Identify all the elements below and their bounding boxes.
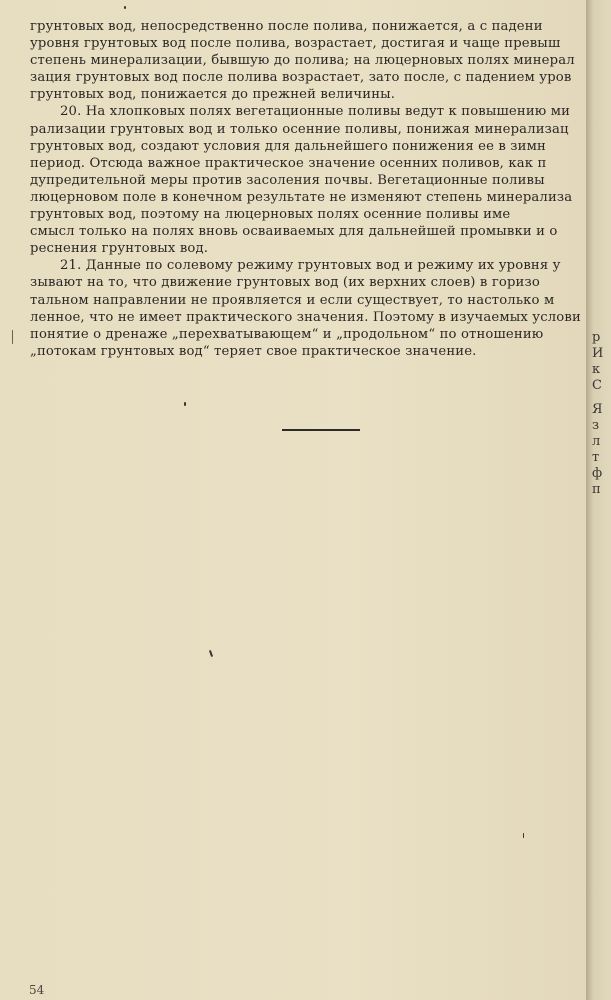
adjacent-letter: к (592, 362, 601, 377)
section-separator (282, 429, 360, 431)
text-line: грунтовых вод, поэтому на люцерновых полях осенние поливы име (30, 207, 511, 223)
ink-speck (523, 833, 524, 838)
text-line: период. Отсюда важное практическое значение осенних поливов, как п (30, 155, 547, 171)
text-line: степень минерализации, бывшую до полива; на люцерновых полях минерал (30, 53, 575, 69)
text-line: тальном направлении не проявляется и если существует, то настолько м (30, 292, 555, 308)
paragraph-21-start: 21. Данные по солевому режиму грунтовых вод и режиму их уровня у (60, 258, 561, 274)
text-line: понятие о дренаже „перехватывающем“ и „продольном“ по отношению (30, 326, 544, 342)
text-line: зация грунтовых вод после полива возрастает, зато после, с падением уров (30, 70, 572, 86)
adjacent-letter: С (592, 378, 602, 393)
page-number: 54 (29, 983, 45, 997)
text-line: грунтовых вод, непосредственно после полива, понижается, а с падени (30, 19, 543, 34)
adjacent-letter: И (592, 346, 604, 361)
ink-speck (209, 650, 213, 657)
paragraph-20-start: 20. На хлопковых полях вегетационные поливы ведут к повышению ми (60, 104, 571, 120)
text-line: зывают на то, что движение грунтовых вод (их верхних слоев) в горизо (30, 275, 540, 291)
text-line: смысл только на полях вновь осваиваемых для дальнейшей промывки и о (30, 224, 558, 240)
text-line: реснения грунтовых вод. (30, 241, 209, 257)
text-line: грунтовых вод, понижается до прежней величины. (30, 87, 396, 103)
adjacent-letter: з (592, 418, 600, 433)
text-line: дупредительной меры против засоления почвы. Вегетационные поливы (30, 172, 545, 188)
adjacent-letter: т (592, 450, 600, 465)
text-line: уровня грунтовых вод после полива, возрастает, достигая и чаще превыш (30, 36, 561, 52)
adjacent-letter: л (592, 434, 601, 449)
adjacent-page-edge (586, 0, 611, 1000)
ink-speck (184, 402, 186, 406)
adjacent-letter: р (592, 330, 601, 345)
text-line: грунтовых вод, создают условия для дальнейшего понижения ее в зимн (30, 138, 546, 154)
adjacent-letter: Я (592, 402, 603, 417)
text-line: рализации грунтовых вод и только осенние поливы, понижая минерализац (30, 121, 569, 137)
ink-speck (12, 330, 13, 344)
text-line: „потокам грунтовых вод“ теряет свое практическое значение. (30, 343, 477, 359)
adjacent-letter: ф (592, 466, 603, 481)
text-line: люцерновом поле в конечном результате не изменяют степень минерализа (30, 189, 573, 205)
adjacent-letter: п (592, 482, 601, 497)
text-line: ленное, что не имеет практического значения. Поэтому в изучаемых услови (30, 309, 581, 325)
ink-speck (124, 6, 126, 9)
adjacent-page-letters (592, 330, 611, 498)
body-text (30, 18, 586, 360)
